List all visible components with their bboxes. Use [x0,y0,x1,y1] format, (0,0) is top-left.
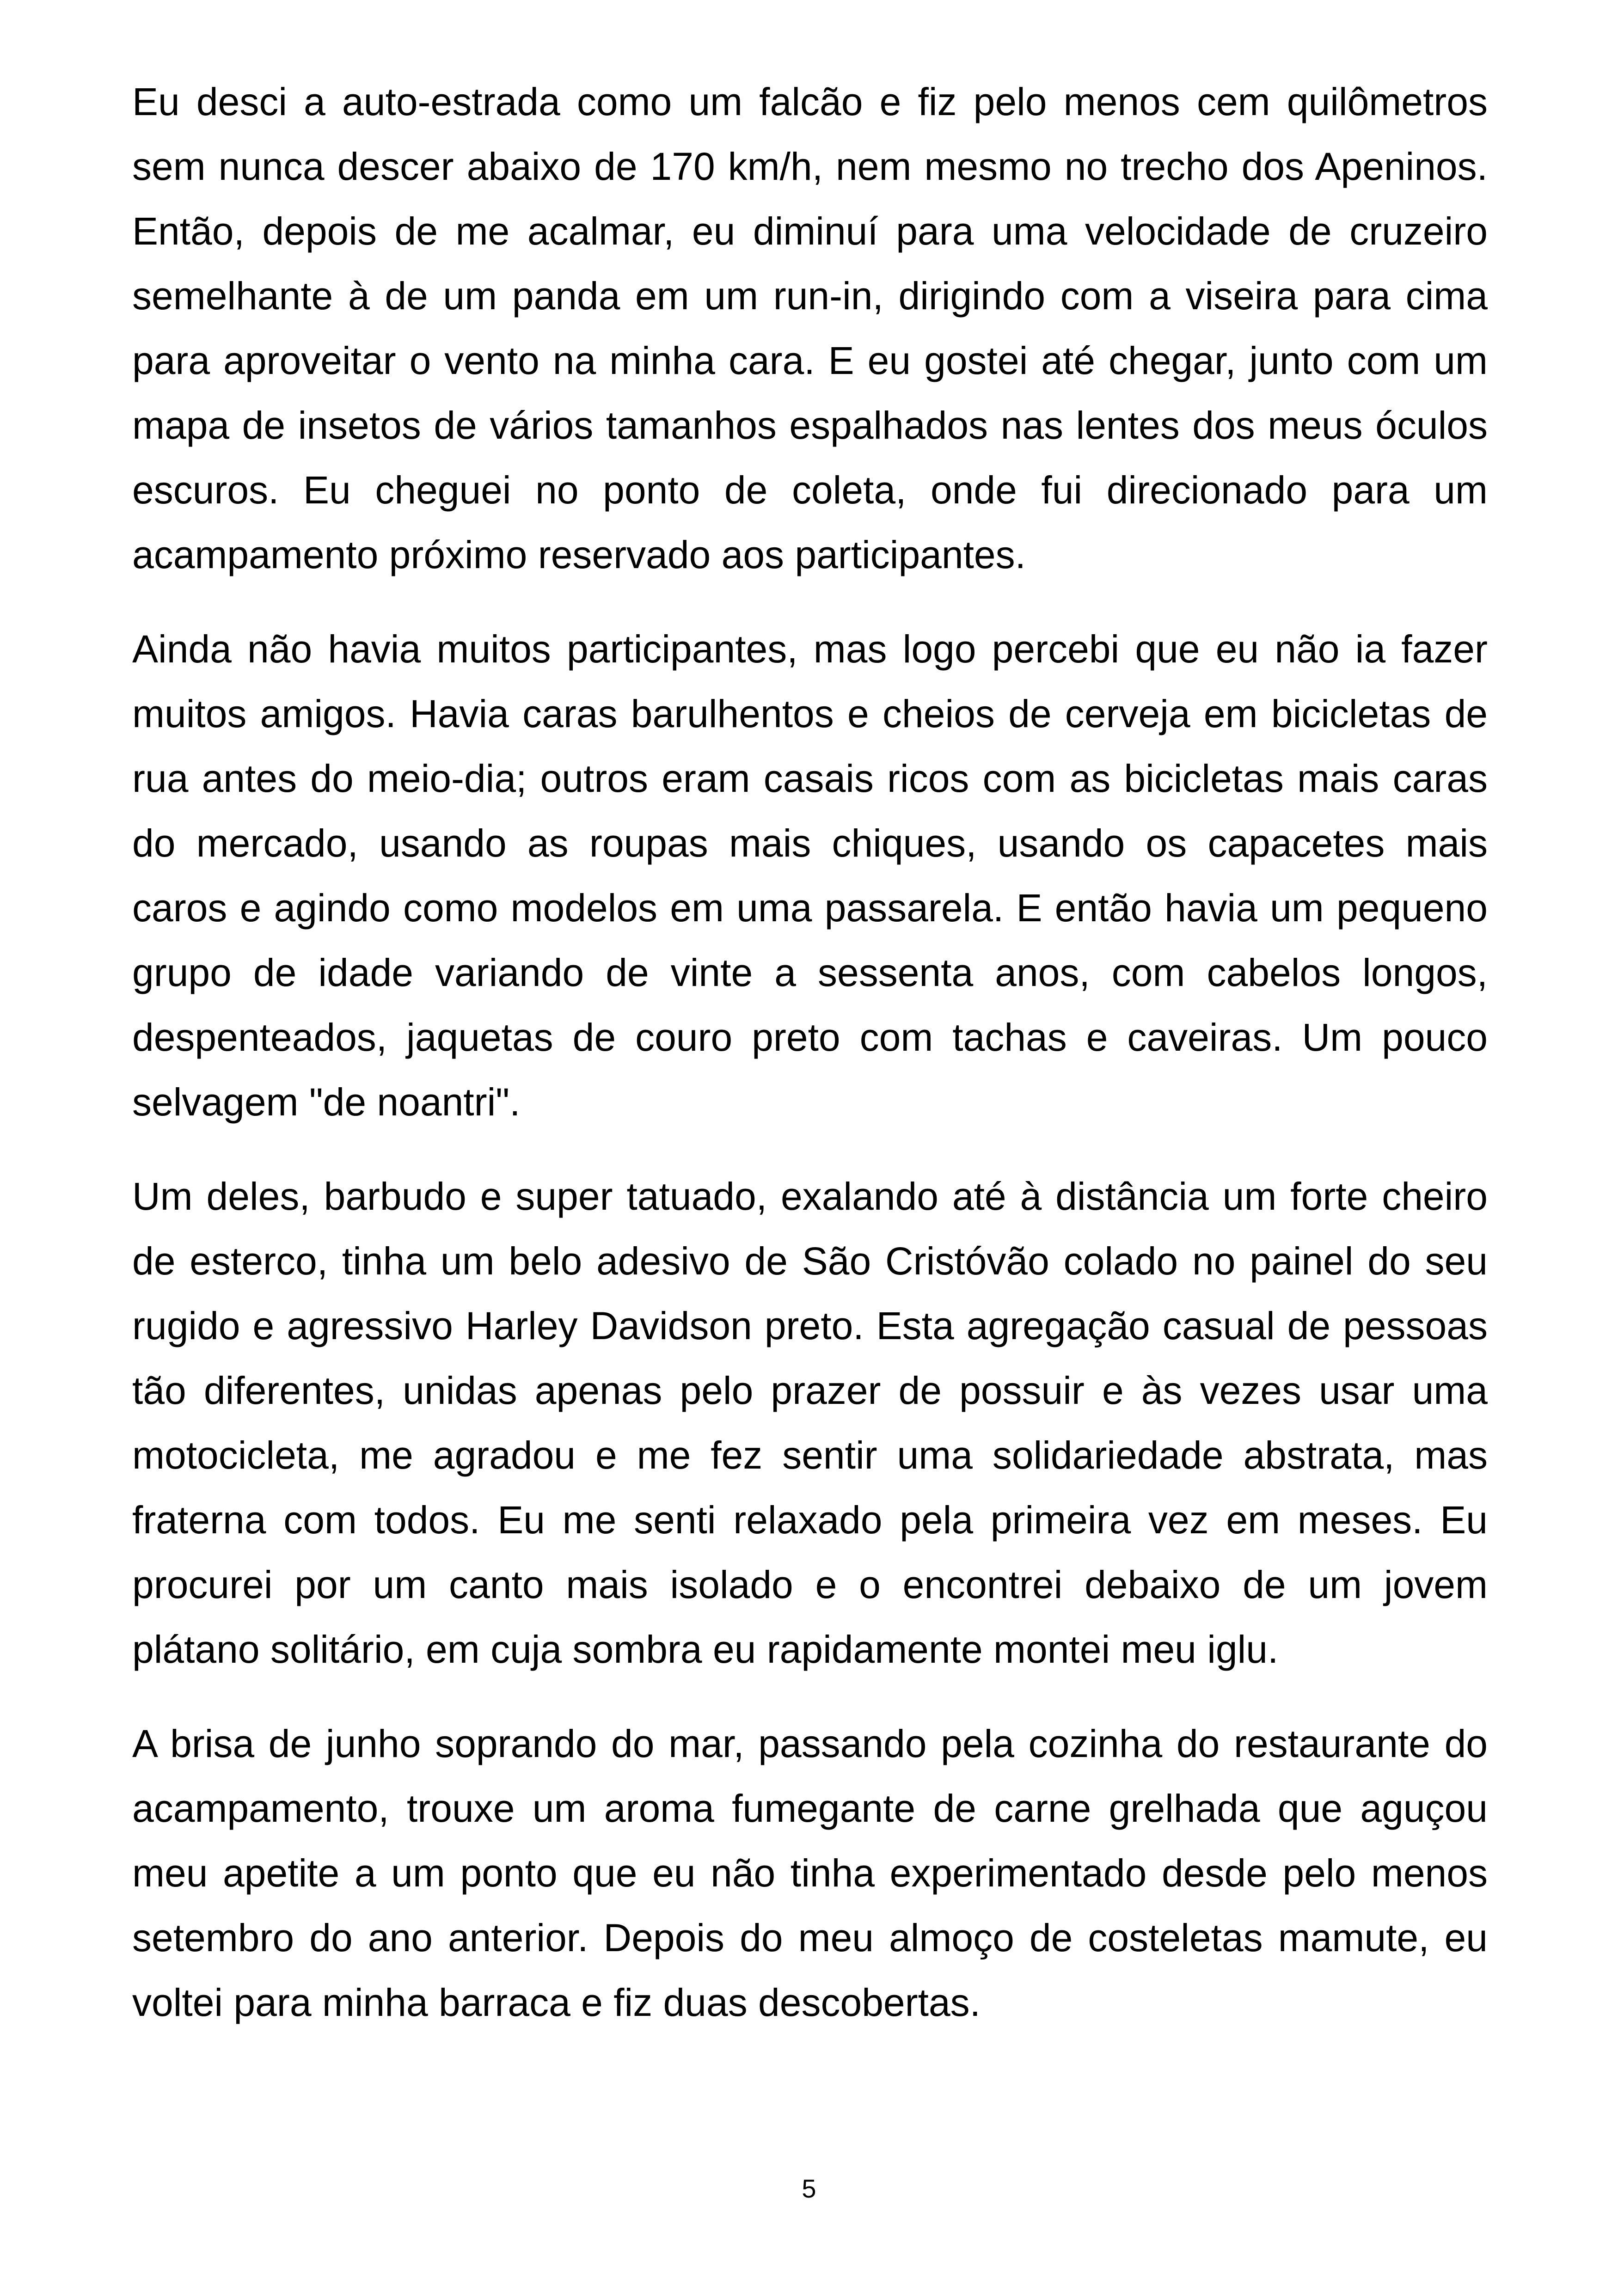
paragraph-4: A brisa de junho soprando do mar, passando pela cozinha do restaurante do acampamento, trouxe um aroma fumegante de carne grelhada que aguçou meu apetite a um ponto que eu não tinha experimentado desde pelo menos setembro do ano anterior. Depois do meu almoço de costeletas mamute, eu voltei para minha barraca e fiz duas descobertas. [132,1722,1488,2024]
paragraph-1: Eu desci a auto-estrada como um falcão e fiz pelo menos cem quilômetros sem nunca descer abaixo de 170 km/h, nem mesmo no trecho dos Apeninos. Então, depois de me acalmar, eu diminuí para uma velocidade de cruzeiro semelhante à de um panda em um run-in, dirigindo com a viseira para cima para aproveitar o vento na minha cara. E eu gostei até chegar, junto com um mapa de insetos de vários tamanhos espalhados nas lentes dos meus óculos escuros. Eu cheguei no ponto de coleta, onde fui direcionado para um acampamento próximo reservado aos participantes. [132,80,1488,576]
page-number: 5 [802,2174,816,2203]
paragraph-3: Um deles, barbudo e super tatuado, exalando até à distância um forte cheiro de esterco, tinha um belo adesivo de São Cristóvão colado no painel do seu rugido e agressivo Harley Davidson preto. Esta agregação casual de pessoas tão diferentes, unidas apenas pelo prazer de possuir e às vezes usar uma motocicleta, me agradou e me fez sentir uma solidariedade abstrata, mas fraterna com todos. Eu me senti relaxado pela primeira vez em meses. Eu procurei por um canto mais isolado e o encontrei debaixo de um jovem plátano solitário, em cuja sombra eu rapidamente montei meu iglu. [132,1175,1488,1671]
paragraph-2: Ainda não havia muitos participantes, mas logo percebi que eu não ia fazer muitos amigos. Havia caras barulhentos e cheios de cerveja em bicicletas de rua antes do meio-dia; outros eram casais ricos com as bicicletas mais caras do mercado, usando as roupas mais chiques, usando os capacetes mais caros e agindo como modelos em uma passarela. E então havia um pequeno grupo de idade variando de vinte a sessenta anos, com cabelos longos, despenteados, jaquetas de couro preto com tachas e caveiras. Um pouco selvagem "de noantri". [132,627,1488,1124]
body-text [132,69,1488,2064]
